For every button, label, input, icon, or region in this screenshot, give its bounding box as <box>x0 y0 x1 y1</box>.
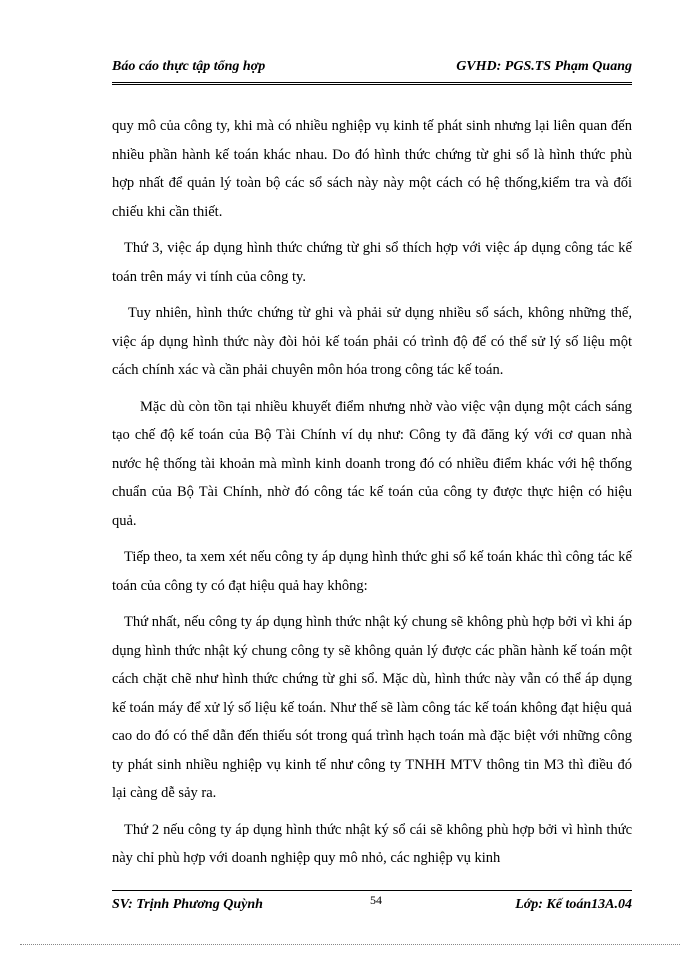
paragraph: Tuy nhiên, hình thức chứng từ ghi và phải sử dụng nhiều sổ sách, không những thế, việc áp dụng hình thức này đòi hỏi kế toán phải có trình độ để có thể sử lý số liệu một cách chính xác và cần phải chuyên môn hóa trong công tác kế toán. <box>112 305 632 378</box>
paragraph: Thứ 3, việc áp dụng hình thức chứng từ ghi sổ thích hợp với việc áp dụng công tác kế toán trên máy vi tính của công ty. <box>112 240 632 285</box>
page-number: 54 <box>370 893 382 907</box>
page-header <box>112 56 632 85</box>
footer-class: Lớp: Kế toán13A.04 <box>515 897 632 912</box>
paragraph: Thứ nhất, nếu công ty áp dụng hình thức nhật ký chung sẽ không phù hợp bởi vì khi áp dụng hình thức nhật ký chung công ty sẽ không quản lý được các phần hành kế toán một cách chặt chẽ như hình thức chứng từ ghi sổ. Mặc dù, hình thức này vẫn có thể áp dụng kế toán máy để xử lý số liệu kế toán. Như thế sẽ làm công tác kế toán không đạt hiệu quả cao do đó có thể dẫn đến thiếu sót trong quá trình hạch toán mà đặc biệt với những công ty phát sinh nhiều nghiệp vụ kinh tế như công ty TNHH MTV thông tin M3 thì điều đó lại càng dễ sảy ra. <box>112 614 632 801</box>
paragraph: Thứ 2 nếu công ty áp dụng hình thức nhật ký sổ cái sẽ không phù hợp bởi vì hình thức này chỉ phù hợp với doanh nghiệp quy mô nhỏ, các nghiệp vụ kinh <box>112 821 632 866</box>
header-supervisor: GVHD: PGS.TS Phạm Quang <box>456 59 632 74</box>
footer-student-name: SV: Trịnh Phương Quỳnh <box>112 897 263 912</box>
page-footer <box>112 890 632 923</box>
header-report-title: Báo cáo thực tập tổng hợp <box>112 59 266 74</box>
page-break-divider <box>20 944 680 945</box>
paragraph: Tiếp theo, ta xem xét nếu công ty áp dụng hình thức ghi sổ kế toán khác thì công tác kế toán của công ty có đạt hiệu quả hay không: <box>112 549 632 594</box>
paragraph: Mặc dù còn tồn tại nhiều khuyết điểm nhưng nhờ vào việc vận dụng một cách sáng tạo chế độ kế toán của Bộ Tài Chính ví dụ như: Công ty đã đăng ký với cơ quan nhà nước hệ thống tài khoản mà mình kinh doanh trong đó có nhiều điểm khác với hệ thống chuẩn của Bộ Tài Chính, nhờ đó công tác kế toán của công ty được thực hiện có hiệu quả. <box>112 398 632 529</box>
paragraph: quy mô của công ty, khi mà có nhiều nghiệp vụ kinh tế phát sinh nhưng lại liên quan đến nhiều phần hành kế toán khác nhau. Do đó hình thức chứng từ ghi sổ là hình thức phù hợp nhất để quản lý toàn bộ các sổ sách này này một cách có hệ thống,kiểm tra và đối chiếu khi cần thiết. <box>112 118 632 220</box>
body-text <box>112 112 632 881</box>
